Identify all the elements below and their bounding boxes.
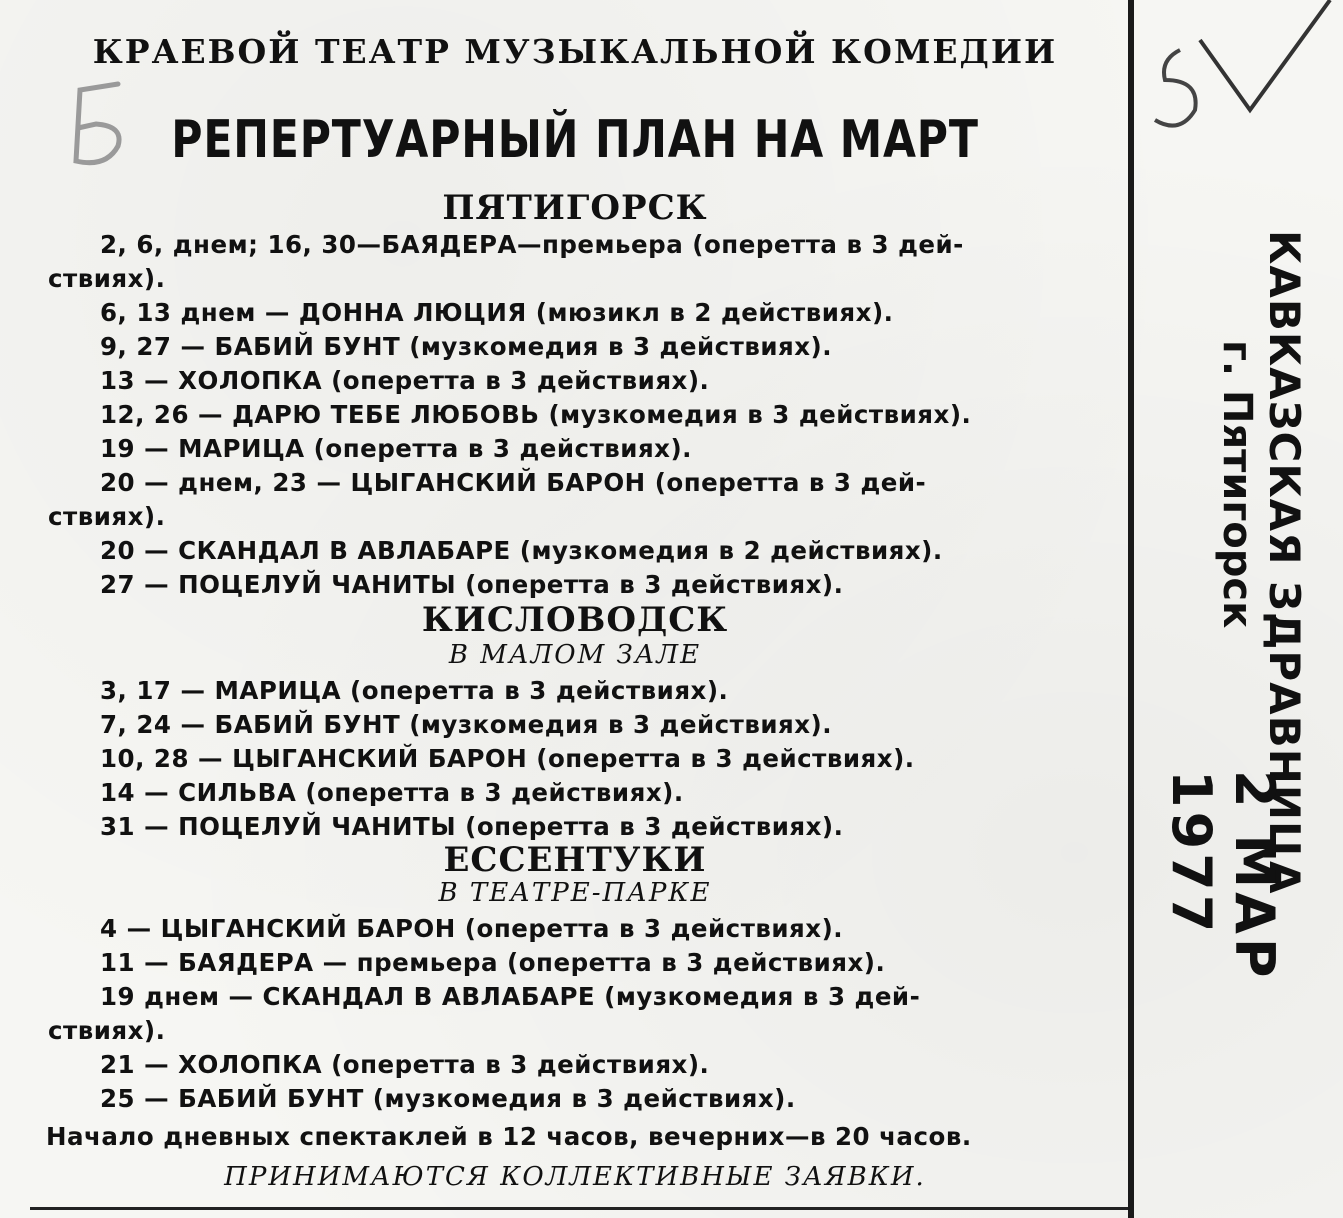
schedule-line: 19 днем — СКАНДАЛ В АВЛАБАРЕ (музкомедия в 3 дей- [100,982,921,1011]
newspaper-stamp [1150,230,1330,1110]
group-orders-note: ПРИНИМАЮТСЯ КОЛЛЕКТИВНЫЕ ЗАЯВКИ. [224,1162,926,1192]
handwritten-corner-mark [1140,0,1340,150]
schedule-line: 6, 13 днем — ДОННА ЛЮЦИЯ (мюзикл в 2 действиях). [100,298,894,327]
stamp-newspaper-name: КАВКАЗСКАЯ ЗДРАВНИЦА [1260,230,1309,895]
schedule-line: 20 — днем, 23 — ЦЫГАНСКИЙ БАРОН (оперетта в 3 дей- [100,468,927,497]
schedule-line: 9, 27 — БАБИЙ БУНТ (музкомедия в 3 действиях). [100,332,833,361]
schedule-line: ствиях). [48,502,166,531]
schedule-line: 31 — ПОЦЕЛУЙ ЧАНИТЫ (оперетта в 3 действиях). [100,812,844,841]
repertoire-clipping [30,22,1120,1202]
schedule-line: 4 — ЦЫГАНСКИЙ БАРОН (оперетта в 3 действиях). [100,914,844,943]
schedule-line: 13 — ХОЛОПКА (оперетта в 3 действиях). [100,366,710,395]
city-heading-pyatigorsk: ПЯТИГОРСК [442,188,708,228]
city-heading-essentuki: ЕССЕНТУКИ [443,840,707,880]
schedule-line: 3, 17 — МАРИЦА (оперетта в 3 действиях). [100,676,729,705]
venue-subheading: В МАЛОМ ЗАЛЕ [448,640,702,670]
stamp-city: г. Пятигорск [1214,340,1260,629]
schedule-line: ствиях). [48,264,166,293]
schedule-line: 10, 28 — ЦЫГАНСКИЙ БАРОН (оперетта в 3 действиях). [100,744,915,773]
schedule-line: 21 — ХОЛОПКА (оперетта в 3 действиях). [100,1050,710,1079]
schedule-line: 12, 26 — ДАРЮ ТЕБЕ ЛЮБОВЬ (музкомедия в 3 действиях). [100,400,972,429]
showtime-note: Начало дневных спектаклей в 12 часов, вечерних—в 20 часов. [46,1122,972,1151]
theatre-name: КРАЕВОЙ ТЕАТР МУЗЫКАЛЬНОЙ КОМЕДИИ [92,32,1058,71]
stamp-date: 2 МАР 1977 [1160,770,1286,982]
schedule-line: 25 — БАБИЙ БУНТ (музкомедия в 3 действиях). [100,1084,796,1113]
schedule-line: 11 — БАЯДЕРА — премьера (оперетта в 3 действиях). [100,948,886,977]
schedule-line: 19 — МАРИЦА (оперетта в 3 действиях). [100,434,692,463]
schedule-line: ствиях). [48,1016,166,1045]
city-heading-kislovodsk: КИСЛОВОДСК [421,600,729,640]
clipping-border [1128,0,1134,1218]
schedule-line: 7, 24 — БАБИЙ БУНТ (музкомедия в 3 действиях). [100,710,833,739]
schedule-line: 27 — ПОЦЕЛУЙ ЧАНИТЫ (оперетта в 3 действиях). [100,570,844,599]
page-title: РЕПЕРТУАРНЫЙ ПЛАН НА МАРТ [171,110,979,170]
schedule-line: 2, 6, днем; 16, 30—БАЯДЕРА—премьера (оперетта в 3 дей- [100,230,964,259]
venue-subheading: В ТЕАТРЕ-ПАРКЕ [438,878,712,908]
bottom-divider [30,1207,1128,1210]
schedule-line: 20 — СКАНДАЛ В АВЛАБАРЕ (музкомедия в 2 действиях). [100,536,943,565]
schedule-line: 14 — СИЛЬВА (оперетта в 3 действиях). [100,778,684,807]
